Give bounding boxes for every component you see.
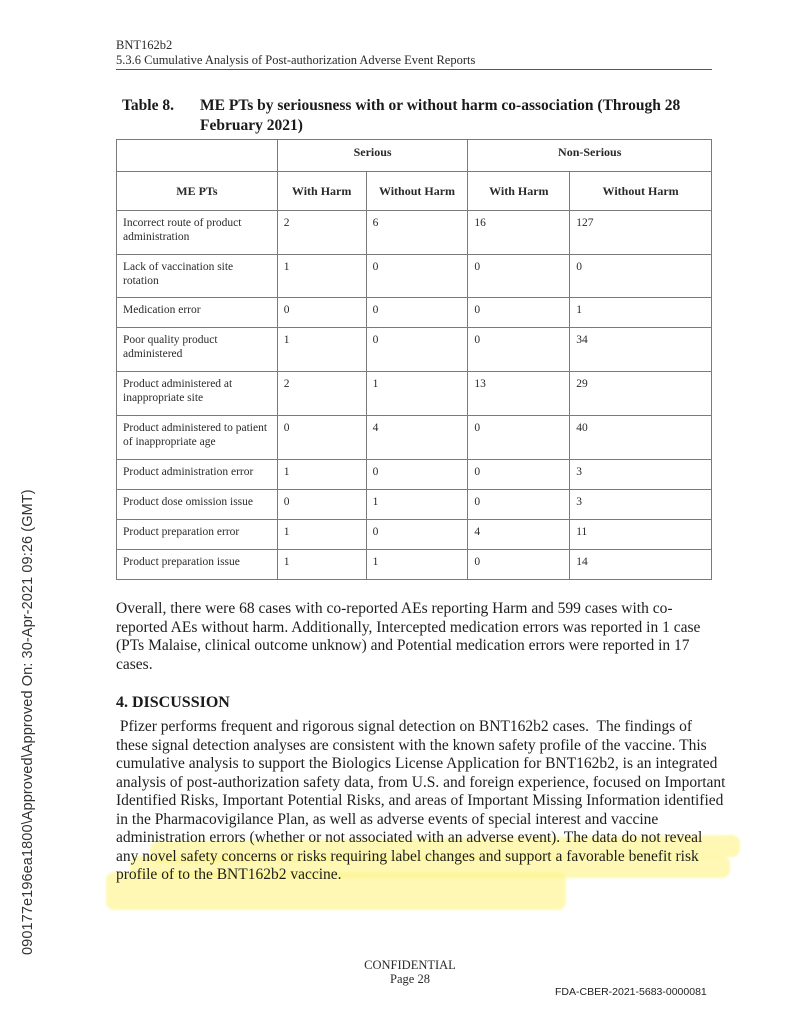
me-pts-table <box>116 139 712 580</box>
cell-nonserious-with-harm: 16 <box>468 211 570 255</box>
table-row <box>117 550 712 580</box>
cell-pt: Incorrect route of product administration <box>117 211 278 255</box>
cell-serious-without-harm: 4 <box>366 416 468 460</box>
cell-serious-without-harm: 1 <box>366 490 468 520</box>
cell-serious-without-harm: 1 <box>366 372 468 416</box>
cell-serious-with-harm: 0 <box>277 490 366 520</box>
table-row <box>117 298 712 328</box>
cell-nonserious-without-harm: 11 <box>570 520 712 550</box>
cell-nonserious-with-harm: 4 <box>468 520 570 550</box>
table-row <box>117 211 712 255</box>
table-row <box>117 490 712 520</box>
cell-serious-without-harm: 1 <box>366 550 468 580</box>
cell-serious-with-harm: 0 <box>277 298 366 328</box>
cell-nonserious-without-harm: 14 <box>570 550 712 580</box>
column-header-me-pts: ME PTs <box>117 172 278 211</box>
cell-serious-without-harm: 0 <box>366 460 468 490</box>
cell-pt: Product administration error <box>117 460 278 490</box>
cell-serious-with-harm: 1 <box>277 255 366 298</box>
header-section: 5.3.6 Cumulative Analysis of Post-authorization Adverse Event Reports <box>116 53 476 67</box>
header-product: BNT162b2 <box>116 38 173 52</box>
table-caption <box>122 96 712 136</box>
table-row <box>117 255 712 298</box>
cell-nonserious-with-harm: 13 <box>468 372 570 416</box>
table-column-header-row <box>117 172 712 211</box>
cell-serious-with-harm: 0 <box>277 416 366 460</box>
cell-pt: Product preparation error <box>117 520 278 550</box>
document-id: FDA-CBER-2021-5683-0000081 <box>555 986 707 998</box>
page-number: Page 28 <box>390 972 430 986</box>
cell-serious-without-harm: 6 <box>366 211 468 255</box>
confidential-label: CONFIDENTIAL <box>364 958 456 972</box>
page-footer <box>350 958 470 986</box>
table-row <box>117 520 712 550</box>
table-corner-cell <box>117 140 278 172</box>
table-group-header-row <box>117 140 712 172</box>
column-header-nonserious-without-harm: Without Harm <box>570 172 712 211</box>
cell-nonserious-without-harm: 3 <box>570 490 712 520</box>
cell-pt: Lack of vaccination site rotation <box>117 255 278 298</box>
table-row <box>117 416 712 460</box>
cell-pt: Poor quality product administered <box>117 328 278 372</box>
cell-nonserious-with-harm: 0 <box>468 460 570 490</box>
cell-serious-without-harm: 0 <box>366 298 468 328</box>
cell-pt: Product preparation issue <box>117 550 278 580</box>
overall-summary-paragraph: Overall, there were 68 cases with co-reported AEs reporting Harm and 599 cases with co-reported AEs without harm. Additionally, Intercepted medication errors was reported in 1 case (PTs Malaise, clinical outcome unknow) and Potential medication errors were reported in 17 cases. <box>116 600 701 673</box>
cell-pt: Product dose omission issue <box>117 490 278 520</box>
cell-nonserious-without-harm: 0 <box>570 255 712 298</box>
running-header <box>116 38 712 70</box>
cell-serious-with-harm: 1 <box>277 520 366 550</box>
discussion-heading: 4. DISCUSSION <box>116 694 230 711</box>
cell-nonserious-with-harm: 0 <box>468 255 570 298</box>
cell-serious-with-harm: 1 <box>277 328 366 372</box>
cell-serious-with-harm: 1 <box>277 460 366 490</box>
column-header-nonserious-with-harm: With Harm <box>468 172 570 211</box>
cell-pt: Product administered at inappropriate site <box>117 372 278 416</box>
cell-nonserious-without-harm: 1 <box>570 298 712 328</box>
table-caption-number: Table 8. <box>122 97 174 114</box>
group-header-non-serious: Non-Serious <box>468 140 712 172</box>
cell-nonserious-without-harm: 3 <box>570 460 712 490</box>
column-header-serious-with-harm: With Harm <box>277 172 366 211</box>
approval-stamp: 090177e196ea1800\Approved\Approved On: 30-Apr-2021 09:26 (GMT) <box>20 489 36 955</box>
cell-nonserious-without-harm: 127 <box>570 211 712 255</box>
table-row <box>117 372 712 416</box>
cell-nonserious-with-harm: 0 <box>468 550 570 580</box>
table-row <box>117 328 712 372</box>
cell-nonserious-with-harm: 0 <box>468 328 570 372</box>
cell-serious-with-harm: 2 <box>277 211 366 255</box>
cell-nonserious-without-harm: 40 <box>570 416 712 460</box>
cell-pt: Medication error <box>117 298 278 328</box>
cell-pt: Product administered to patient of inappropriate age <box>117 416 278 460</box>
group-header-serious: Serious <box>277 140 468 172</box>
cell-nonserious-with-harm: 0 <box>468 490 570 520</box>
cell-serious-with-harm: 2 <box>277 372 366 416</box>
table-caption-title: ME PTs by seriousness with or without harm co-association (Through 28 February 2021) <box>200 97 681 134</box>
cell-serious-with-harm: 1 <box>277 550 366 580</box>
cell-nonserious-with-harm: 0 <box>468 416 570 460</box>
cell-nonserious-without-harm: 29 <box>570 372 712 416</box>
cell-nonserious-with-harm: 0 <box>468 298 570 328</box>
column-header-serious-without-harm: Without Harm <box>366 172 468 211</box>
cell-serious-without-harm: 0 <box>366 328 468 372</box>
discussion-paragraph: Pfizer performs frequent and rigorous signal detection on BNT162b2 cases. The findings of these signal detection analyses are consistent with the known safety profile of the vaccine. This cumulative analysis to support the Biologics License Application for BNT162b2, is an integrated analysis of post-authorization safety data, from U.S. and foreign experience, focused on Important Identified Risks, Important Potential Risks, and areas of Important Missing Information identified in the Pharmacovigilance Plan, as well as adverse events of special interest and vaccine administration errors (whether or not associated with an adverse event). The data do not reveal any novel safety concerns or risks requiring label changes and support a favorable benefit risk profile of to the BNT162b2 vaccine. <box>116 718 730 883</box>
cell-serious-without-harm: 0 <box>366 520 468 550</box>
cell-nonserious-without-harm: 34 <box>570 328 712 372</box>
table-row <box>117 460 712 490</box>
cell-serious-without-harm: 0 <box>366 255 468 298</box>
